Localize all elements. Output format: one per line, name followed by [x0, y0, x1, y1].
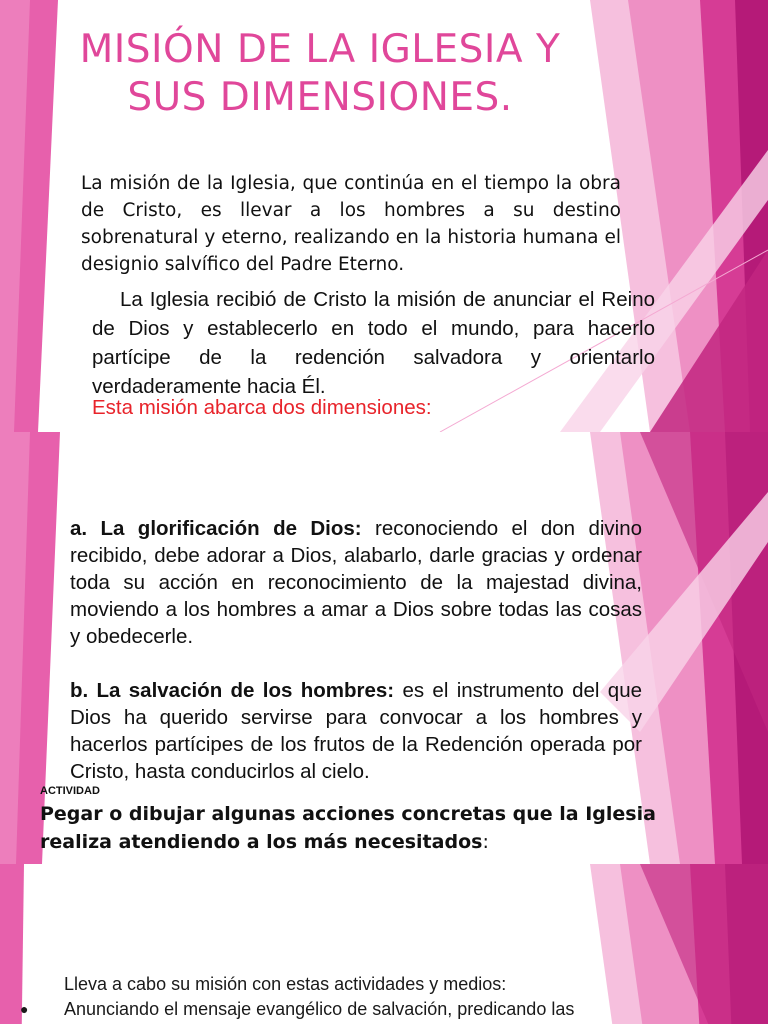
activity-instruction-text: Pegar o dibujar algunas acciones concretas que la Iglesia realiza atendiendo a los más necesitados	[40, 803, 656, 853]
paragraph-reino: La Iglesia recibió de Cristo la misión de anunciar el Reino de Dios y establecerlo en todo el mundo, para hacerlo partícipe de la redención salvadora y orientarlo verdaderamente hacia Él.	[92, 288, 655, 398]
list-item	[20, 998, 574, 1020]
title-line-1: MISIÓN DE LA IGLESIA Y	[79, 27, 561, 72]
activity-label: ACTIVIDAD	[40, 785, 100, 797]
dimension-b	[70, 677, 642, 785]
dimension-b-lead: b. La salvación de los hombres:	[70, 679, 395, 702]
dimension-a-text: reconociendo el don divino recibido, debe adorar a Dios, alabarlo, darle gracias y ordenar toda su acción en reconocimiento de la majestad divina, moviendo a los hombres a amar a Dios sobre todas las cosas y obedecerle.	[70, 517, 643, 648]
dimensions-heading: Esta misión abarca dos dimensiones:	[92, 396, 432, 419]
activities-intro: Lleva a cabo su misión con estas actividades y medios:	[64, 974, 507, 994]
dimension-a	[70, 515, 642, 650]
paragraph-mision: La misión de la Iglesia, que continúa en el tiempo la obra de Cristo, es llevar a los hombres a su destino sobrenatural y eterno, realizando en la historia humana el designio salvífico del Padre Eterno.	[81, 173, 621, 275]
slide-dimensiones	[0, 432, 768, 864]
title-line-2: SUS DIMENSIONES.	[127, 75, 513, 120]
page-title	[60, 26, 580, 122]
activity-colon: :	[482, 831, 489, 853]
bullet-icon: ●	[20, 1001, 29, 1017]
slide-mision	[0, 0, 768, 432]
slide-actividades	[0, 864, 768, 1024]
dimension-a-lead: a. La glorificación de Dios:	[70, 517, 362, 540]
activity-instruction	[40, 800, 730, 856]
dimension-b-text: es el instrumento del que Dios ha querido servirse para convocar a los hombres y hacerlos partícipes de los frutos de la Redención operada por Cristo, hasta conducirlos al cielo.	[70, 679, 642, 783]
activities-list	[20, 998, 574, 1020]
list-item-text: Anunciando el mensaje evangélico de salvación, predicando las	[64, 999, 575, 1019]
